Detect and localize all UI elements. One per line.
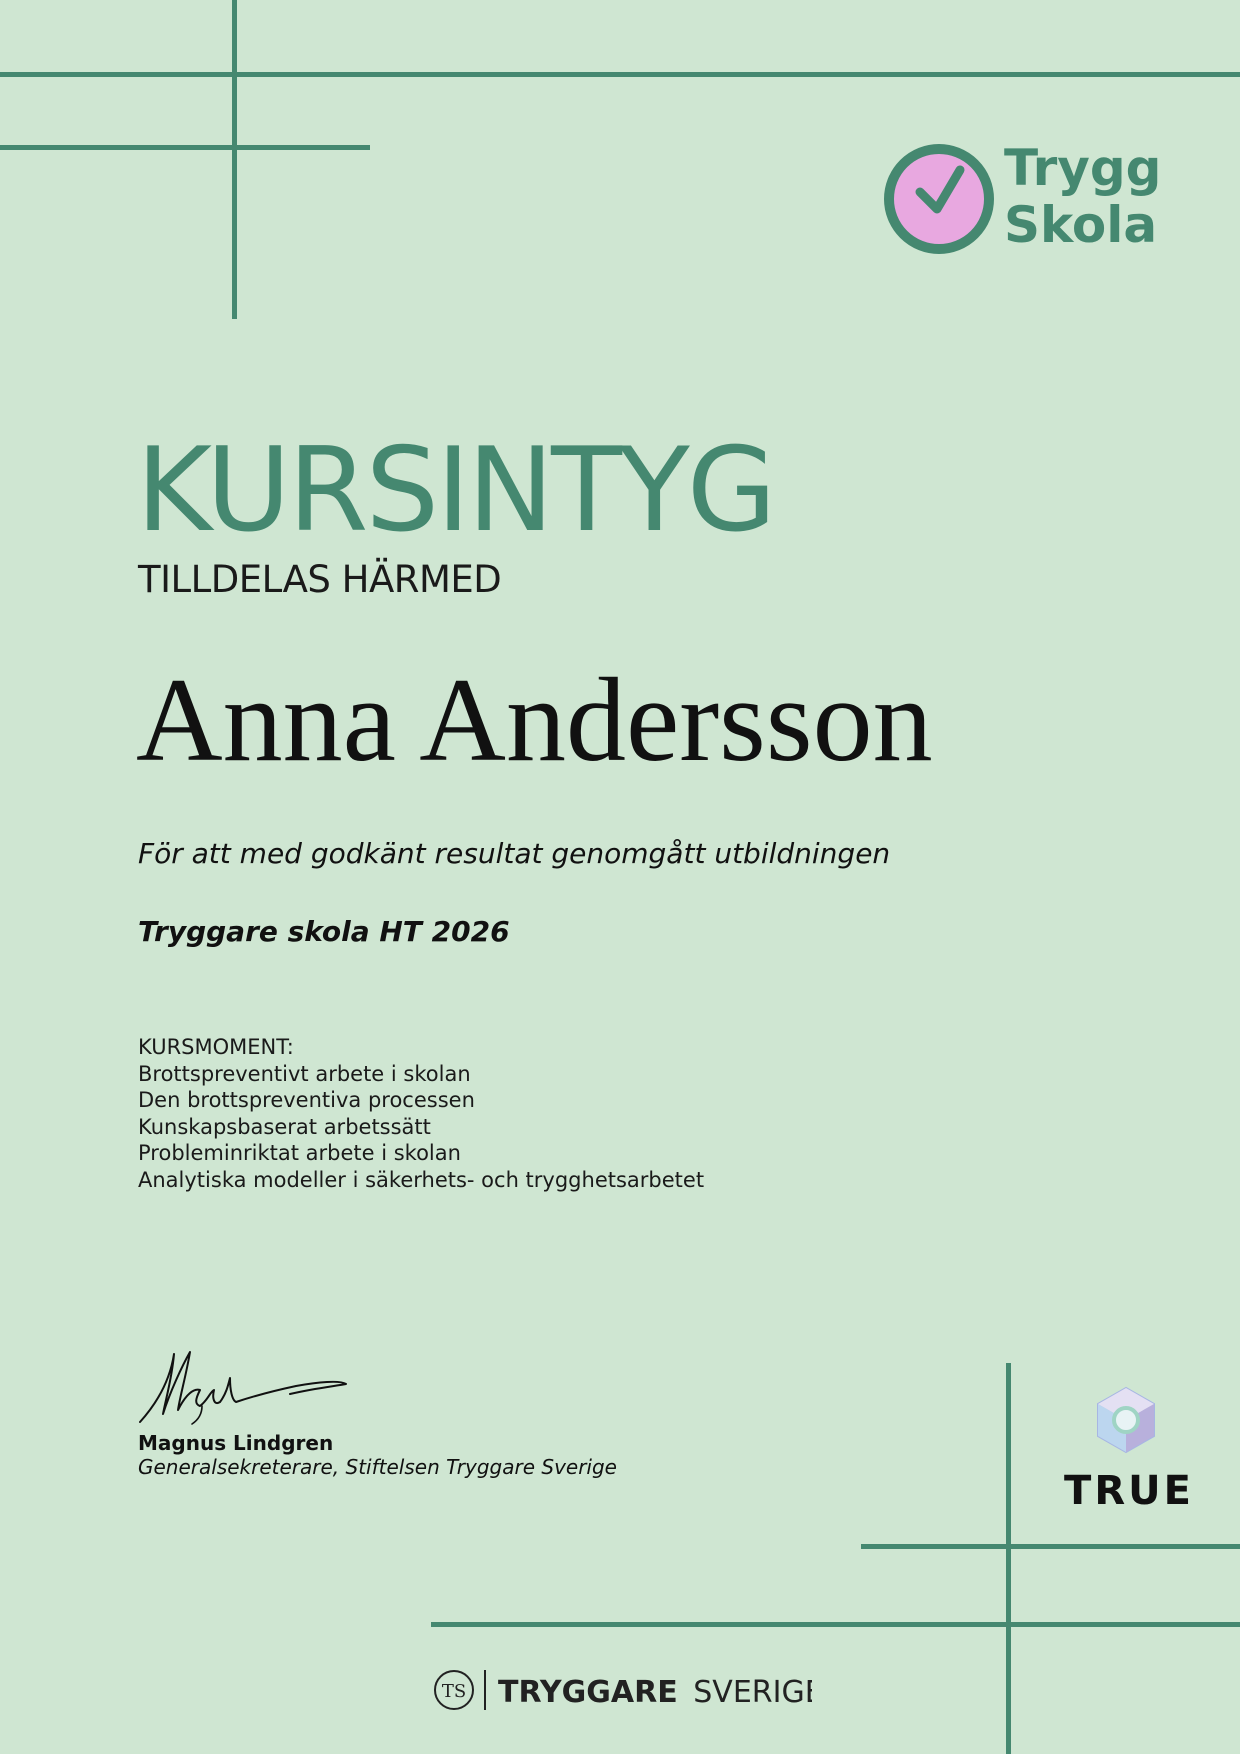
completion-statement: För att med godkänt resultat genomgått utbildningen	[138, 837, 891, 870]
frame-line-top-vertical	[232, 0, 237, 319]
frame-line-bottom-upper	[861, 1544, 1240, 1549]
frame-line-top-short	[0, 145, 370, 150]
frame-line-top	[0, 72, 1240, 77]
course-moment-item: Probleminriktat arbete i skolan	[138, 1141, 461, 1165]
trygg-skola-logo	[882, 142, 1182, 260]
certificate-title: KURSINTYG	[136, 423, 774, 558]
frame-line-bottom-vertical	[1006, 1363, 1011, 1754]
signatory-title: Generalsekreterare, Stiftelsen Tryggare Sverige	[138, 1455, 617, 1479]
hexagon-icon	[1098, 1388, 1154, 1452]
course-moment-item: Kunskapsbaserat arbetssätt	[138, 1114, 431, 1139]
course-moment-item: Analytiska modeller i säkerhets- och trygghetsarbetet	[138, 1167, 705, 1192]
ts-word-tryggare: TRYGGARE	[498, 1675, 678, 1710]
course-name: Tryggare skola HT 2026	[138, 915, 510, 948]
true-wordmark: TRUE	[1064, 1468, 1194, 1506]
tryggare-sverige-logo	[432, 1664, 812, 1716]
certificate-subtitle: TILLDELAS HÄRMED	[138, 558, 502, 601]
course-moments-heading: KURSMOMENT:	[138, 1035, 294, 1059]
logo-word-skola: Skola	[1004, 196, 1158, 254]
frame-line-bottom-lower	[431, 1622, 1240, 1627]
ts-monogram-text: TS	[441, 1681, 467, 1702]
signature	[136, 1340, 356, 1426]
true-logo	[1062, 1386, 1196, 1506]
logo-word-trygg: Trygg	[1004, 142, 1162, 197]
recipient-name: Anna Andersson	[136, 653, 933, 786]
signatory-name: Magnus Lindgren	[138, 1431, 334, 1455]
course-moments	[138, 1034, 704, 1193]
course-moment-item: Den brottspreventiva processen	[138, 1088, 475, 1112]
course-moment-item: Brottspreventivt arbete i skolan	[138, 1061, 471, 1086]
svg-text:TRYGGARE SVERIGE	[498, 1675, 812, 1710]
ts-word-sverige: SVERIGE	[693, 1675, 812, 1710]
